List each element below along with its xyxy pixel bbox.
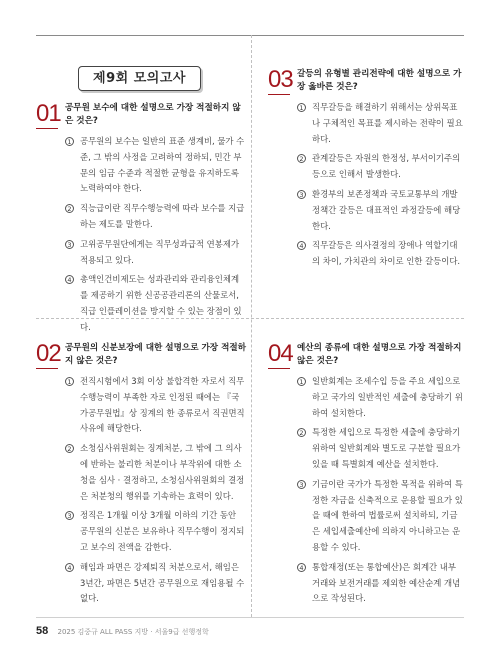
option-marker: 1 [297, 377, 306, 386]
option-list [297, 100, 464, 274]
option-marker: 4 [297, 563, 306, 572]
option-list [65, 134, 246, 340]
top-rule [36, 35, 464, 36]
option-3[interactable] [297, 477, 464, 556]
option-4[interactable] [65, 560, 246, 607]
option-2[interactable] [297, 151, 464, 183]
option-2[interactable] [297, 425, 464, 472]
option-1[interactable] [65, 374, 246, 437]
question-text: 공무원 보수에 대한 설명으로 가장 적절하지 않은 것은? [65, 103, 241, 126]
option-text: 정직은 1개월 이상 3개월 이하의 기간 동안 공무원의 신분은 보유하나 직무수행이 정지되고 보수의 전액을 감한다. [80, 510, 245, 552]
option-text: 기금이란 국가가 특정한 목적을 위하여 특정한 자금을 신축적으로 운용할 필요가 있을 때에 한하여 법률로써 설치하되, 기금은 세입세출예산에 의하지 아니하고는 운용할 수 있다. [312, 478, 463, 552]
option-3[interactable] [65, 508, 246, 555]
option-marker: 2 [65, 204, 74, 213]
question-text: 예산의 종류에 대한 설명으로 가장 적절하지 않은 것은? [297, 343, 462, 366]
option-1[interactable] [297, 374, 464, 421]
option-marker: 3 [297, 480, 306, 489]
option-2[interactable] [65, 441, 246, 504]
option-text: 특정한 세입으로 특정한 세출에 충당하기 위하여 일반회계와 별도로 구분할 필요가 있을 때 특별회계 예산을 설치한다. [312, 427, 461, 469]
option-text: 직능급이란 직무수행능력에 따라 보수를 지급하는 제도를 말한다. [80, 203, 245, 229]
option-text: 직무갈등은 의사결정의 장애나 역할기대의 차이, 가치관의 차이로 인한 갈등이다. [312, 240, 461, 267]
option-marker: 4 [65, 563, 74, 572]
question-text: 갈등의 유형별 관리전략에 대한 설명으로 가장 옳바른 것은? [297, 69, 462, 92]
option-text: 공무원의 보수는 일반의 표준 생계비, 물가 수준, 그 밖의 사정을 고려하여 정하되, 민간 부문의 임금 수준과 적절한 균형을 유지하도록 노력하여야 한다. [80, 136, 245, 194]
option-marker: 1 [297, 103, 306, 112]
question-text: 공무원의 신분보장에 대한 설명으로 가장 적절하지 않은 것은? [65, 343, 246, 366]
option-marker: 2 [297, 428, 306, 437]
question-number: 04 [268, 340, 293, 367]
exam-title: 제9회 모의고사 [78, 66, 201, 91]
option-text: 소청심사위원회는 징계처분, 그 밖에 그 의사에 반하는 불리한 처분이나 부작위에 대한 소청을 심사 · 결정하고, 소청심사위원회의 결정은 처분청의 행위를 기속하는 효력이 있다. [80, 443, 245, 501]
page-footer [36, 625, 209, 637]
option-text: 총액인건비제도는 성과관리와 관리융인체계를 제공하기 위한 신공공관리론의 산물로서, 직급 인플레이션을 방지할 수 있는 장점이 있다. [80, 274, 242, 332]
option-4[interactable] [297, 560, 464, 607]
option-text: 통합재정(또는 통합예산)은 회계간 내부거래와 보전거래를 제외한 예산순계 개념으로 작성된다. [312, 561, 461, 604]
option-text: 고위공무원단에게는 직무성과급적 연봉제가 적용되고 있다. [80, 238, 240, 265]
option-list [297, 374, 464, 611]
option-text: 전직시험에서 3회 이상 불합격한 자로서 직무수행능력이 부족한 자로 인정된 때에는 『국가공무원법』상 징계의 한 종류로서 직권면직 사유에 해당한다. [80, 376, 245, 434]
page-number: 58 [36, 625, 49, 637]
option-text: 일반회계는 조세수입 등을 주요 세입으로 하고 국가의 일반적인 세출에 충당하기 위하여 설치한다. [312, 376, 463, 418]
question-number: 01 [36, 100, 61, 127]
footer-rule [36, 617, 464, 618]
option-marker: 4 [65, 275, 74, 284]
option-text: 환경부의 보존정책과 국토교통부의 개발정책간 갈등은 대표적인 과정갈등에 해당한다. [312, 188, 461, 231]
option-1[interactable] [65, 134, 246, 197]
option-4[interactable] [297, 238, 464, 270]
option-1[interactable] [297, 100, 464, 147]
column-divider [251, 35, 252, 617]
option-marker: 4 [297, 241, 306, 250]
option-list [65, 374, 246, 611]
question-number: 03 [268, 66, 293, 93]
option-text: 관계갈등은 자원의 한정성, 부서이기주의 등으로 인해서 발생한다. [312, 153, 461, 180]
option-text: 직무갈등을 해결하기 위해서는 상위목표나 구체적인 목표를 제시하는 전략이 필요하다. [312, 102, 463, 144]
option-3[interactable] [65, 237, 246, 269]
question-number: 02 [36, 340, 61, 367]
option-marker: 3 [65, 240, 74, 249]
option-marker: 3 [297, 190, 306, 199]
option-text: 해임과 파면은 강제퇴직 처분으로서, 해임은 3년간, 파면은 5년간 공무원으로 재임용될 수 없다. [80, 561, 245, 604]
option-4[interactable] [65, 272, 246, 335]
option-3[interactable] [297, 187, 464, 234]
book-title: 2025 김중규 ALL PASS 지방 · 서울9급 선행정학 [57, 628, 209, 636]
option-marker: 3 [65, 511, 74, 520]
option-marker: 1 [65, 137, 74, 146]
option-marker: 2 [297, 154, 306, 163]
option-marker: 2 [65, 444, 74, 453]
option-2[interactable] [65, 201, 246, 233]
option-marker: 1 [65, 377, 74, 386]
